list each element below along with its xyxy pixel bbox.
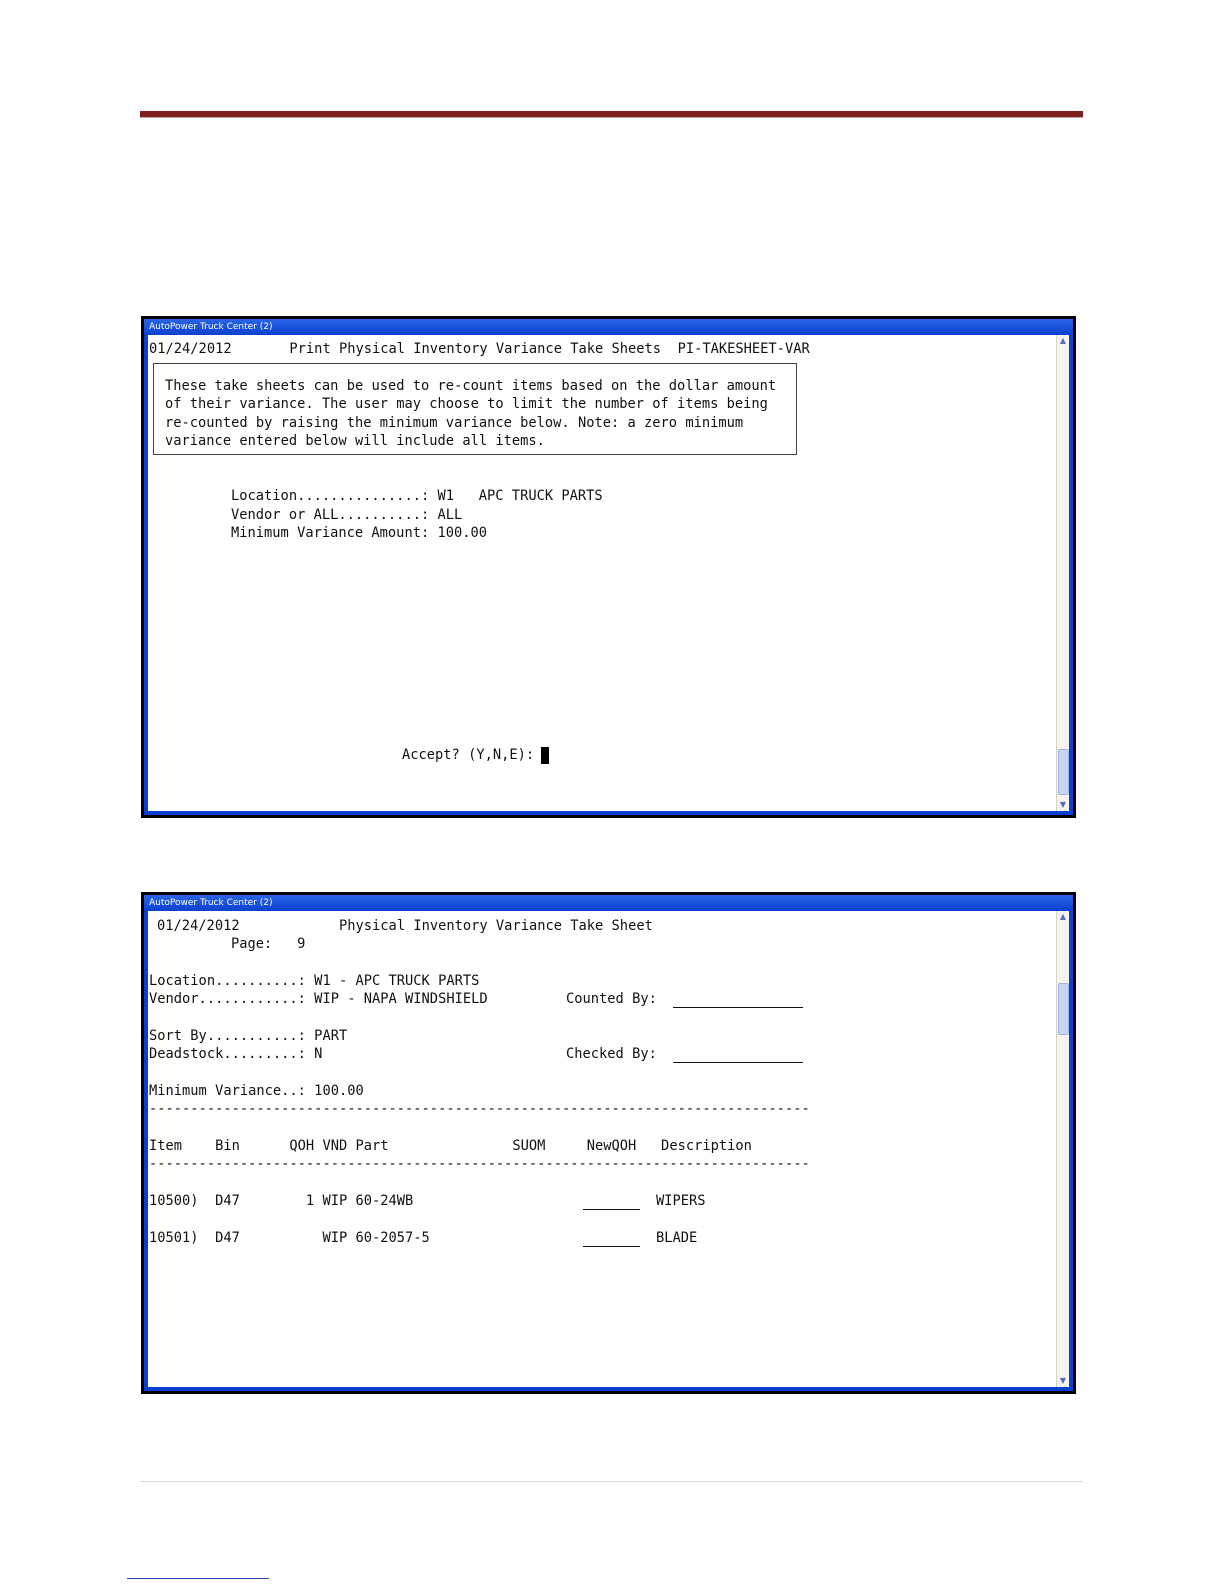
info-line: variance entered below will include all items. (165, 432, 545, 449)
screen-header: 01/24/2012 Print Physical Inventory Variance Take Sheets PI-TAKESHEET-VAR (149, 340, 810, 357)
table-row: 10500) D47 1 WIP 60-24WB (149, 1192, 414, 1209)
terminal-screen[interactable] (148, 911, 1057, 1387)
deadstock-line: Deadstock.........: N (149, 1045, 323, 1062)
row-description: WIPERS (656, 1192, 706, 1209)
footnote-separator (127, 1578, 269, 1579)
column-headers: Item Bin QOH VND Part SUOM NewQOH Description (149, 1137, 752, 1154)
scroll-down-arrow-icon[interactable]: ▼ (1059, 800, 1067, 809)
info-line: re-counted by raising the minimum variance below. Note: a zero minimum (165, 414, 744, 431)
sort-by-line: Sort By...........: PART (149, 1027, 348, 1044)
scroll-down-arrow-icon[interactable]: ▼ (1059, 1376, 1067, 1385)
scroll-thumb[interactable] (1058, 749, 1069, 795)
scroll-thumb[interactable] (1058, 983, 1069, 1035)
report-title: Physical Inventory Variance Take Sheet (339, 917, 653, 934)
terminal-window-take-sheets-setup (141, 316, 1076, 818)
minimum-variance-field[interactable]: Minimum Variance Amount: 100.00 (231, 524, 488, 541)
counted-by-label: Counted By: (566, 990, 657, 1007)
vertical-scrollbar[interactable] (1056, 911, 1069, 1387)
new-qoh-blank[interactable] (583, 1246, 640, 1247)
report-date: 01/24/2012 (157, 917, 240, 934)
checked-by-blank[interactable] (673, 1062, 803, 1063)
location-field[interactable]: Location...............: W1 APC TRUCK PARTS (231, 487, 603, 504)
row-description: BLADE (656, 1229, 698, 1246)
terminal-screen[interactable] (148, 335, 1057, 811)
input-cursor[interactable] (541, 747, 549, 764)
table-row: 10501) D47 WIP 60-2057-5 (149, 1229, 430, 1246)
vendor-field[interactable]: Vendor or ALL..........: ALL (231, 506, 463, 523)
new-qoh-blank[interactable] (583, 1209, 640, 1210)
location-line: Location..........: W1 - APC TRUCK PARTS (149, 972, 480, 989)
separator-line: -------------------------------------------------------------------------------- (149, 1100, 810, 1117)
accept-prompt: Accept? (Y,N,E): (402, 746, 535, 763)
window-title-bar[interactable]: AutoPower Truck Center (2) (144, 895, 1073, 911)
minimum-variance-line: Minimum Variance..: 100.00 (149, 1082, 364, 1099)
info-line: These take sheets can be used to re-count items based on the dollar amount (165, 377, 777, 394)
page-header-rule (140, 111, 1083, 118)
separator-line: -------------------------------------------------------------------------------- (149, 1155, 810, 1172)
checked-by-label: Checked By: (566, 1045, 657, 1062)
terminal-window-take-sheet-report (141, 892, 1076, 1394)
vertical-scrollbar[interactable] (1056, 335, 1069, 811)
vendor-line: Vendor............: WIP - NAPA WINDSHIELD (149, 990, 488, 1007)
scroll-up-arrow-icon[interactable]: ▲ (1059, 336, 1067, 345)
window-title-bar[interactable]: AutoPower Truck Center (2) (144, 319, 1073, 335)
page-number: Page: 9 (231, 935, 306, 952)
scroll-up-arrow-icon[interactable]: ▲ (1059, 912, 1067, 921)
info-line: of their variance. The user may choose to limit the number of items being (165, 395, 768, 412)
page-footer-rule (140, 1481, 1083, 1482)
counted-by-blank[interactable] (673, 1007, 803, 1008)
